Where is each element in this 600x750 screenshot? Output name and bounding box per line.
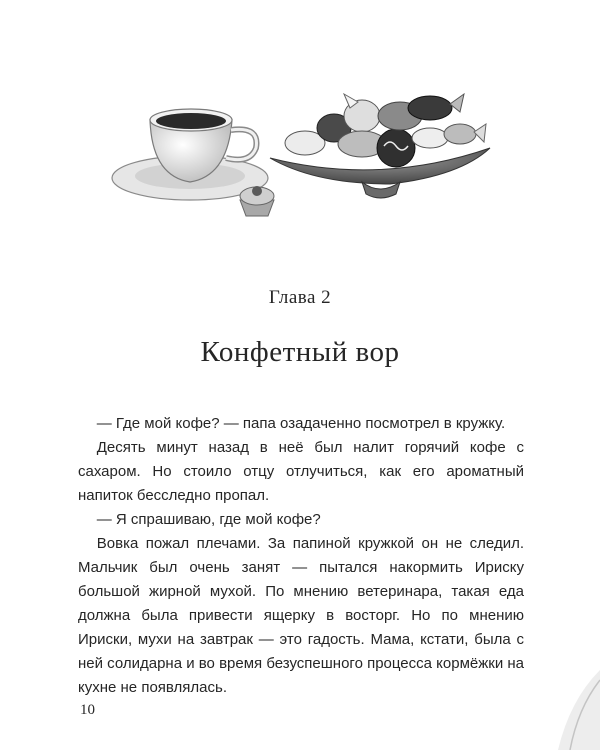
paragraph: — Где мой кофе? — папа озадаченно посмотрел в кружку. <box>96 415 506 432</box>
corner-decoration <box>540 670 600 750</box>
paragraph: Десять минут назад в неё был налит горячий кофе с сахаром. Но стоило отцу отлучиться, как его ароматный напиток бесследно пропал. <box>78 439 524 504</box>
chapter-number: Глава 2 <box>268 287 332 308</box>
page-number: 10 <box>80 702 95 718</box>
paragraph: — Я спрашиваю, где мой кофе? <box>96 511 321 528</box>
chapter-body <box>78 412 524 700</box>
paragraph: Вовка пожал плечами. За папиной кружкой он не следил. Мальчик был очень занят — пытался накормить Ириску большой жирной мухой. По мнению ветеринара, такая еда должна была привести ящерку в восторг. Но по мнению Ириски, мухи на завтрак — это гадость. Мама, кстати, была с ней солидарна и во время безуспешного процесса кормёжки на кухне не появлялась. <box>78 535 525 696</box>
chapter-title: Конфетный вор <box>200 336 400 368</box>
coffee-and-candy-bowl-illustration <box>100 58 500 228</box>
